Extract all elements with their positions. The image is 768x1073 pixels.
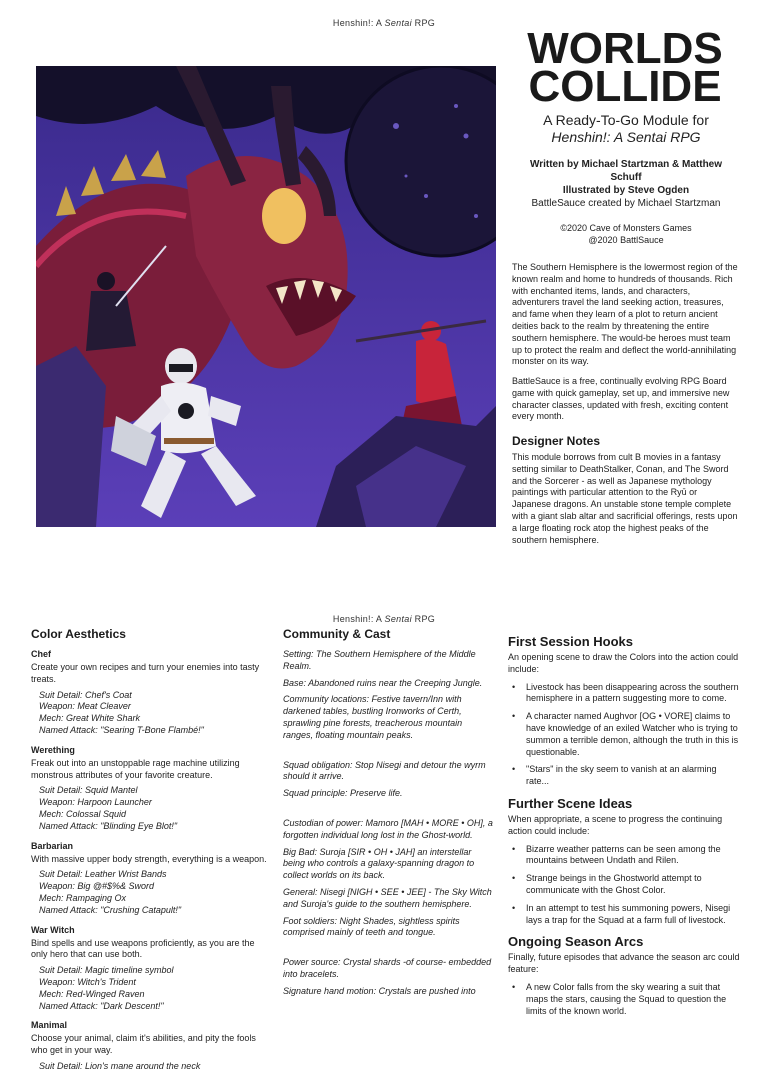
community-item: Foot soldiers: Night Shades, sightless spirits comprised mainly of teeth and tongue. [283, 915, 460, 938]
community-item: Big Bad: Suroja [SIR • OH • JAH] an interstellar being who controls a galaxy-spanning dragon to collect worlds on its back. [283, 846, 475, 881]
community-item: General: Nisegi [NIGH • SEE • JEE] - The Sky Witch and Suroja's guide to the southern hemisphere. [283, 886, 492, 909]
class-detail: Named Attack: "Searing T-Bone Flambé!" [39, 724, 204, 735]
class-detail: Named Attack: "Crushing Catapult!" [39, 904, 182, 915]
class-entry-werething [31, 745, 271, 833]
class-entry-barbarian [31, 841, 271, 917]
class-detail: Weapon: Witch's Trident [39, 976, 136, 987]
class-detail: Weapon: Harpoon Launcher [39, 797, 152, 808]
class-detail: Named Attack: "Blinding Eye Blot!" [39, 820, 178, 831]
designer-notes-heading: Designer Notes [512, 434, 601, 448]
first-session-heading: First Session Hooks [508, 634, 633, 649]
community-item: Custodian of power: Mamoro [MAH • MORE • OH], a forgotten individual long lost in the Ghost-world. [283, 817, 493, 840]
list-item: • A character named Aughvor [OG • VORE] claims to have knowledge of an exiled Watcher who is trying to summon a terrible demon, although the truth in this is questionable. [508, 711, 740, 758]
class-detail: Mech: Great White Shark [39, 713, 141, 724]
credit-illustrated: Illustrated by Steve Ogden [562, 185, 690, 196]
community-item: Squad obligation: Stop Nisegi and detour the wyrm should it arrive. [283, 759, 486, 782]
cover-title-line2: COLLIDE [528, 62, 722, 111]
running-head-top: Henshin!: A Sentai RPG [332, 18, 436, 28]
class-detail: Mech: Red-Winged Raven [39, 988, 145, 999]
community-section [283, 627, 493, 998]
intro-paragraph-1: The Southern Hemisphere is the lowermost region of the known realm and home to hundreds of thousands. Rich with enchanted items, lands, and characters, adventurers travel the land seeking action, treasures, and fame when they learn of a plot to return ancient deities back to the realm by threatening the entire southern hemisphere. The would-be heroes must team up to protect the realm and deflect the world-annihilating monster on its way. [512, 262, 738, 367]
cover-illustration [36, 66, 496, 527]
community-item: Signature hand motion: Crystals are pushed into [283, 985, 476, 996]
class-name: Barbarian [31, 840, 74, 851]
credit-battlesauce: BattleSauce created by Michael Startzman [531, 198, 721, 209]
further-scene-list [508, 844, 740, 927]
season-arcs-heading: Ongoing Season Arcs [508, 934, 644, 950]
class-detail: Weapon: Big @#$%& Sword [39, 881, 155, 892]
first-session-intro: An opening scene to draw the Colors into the action could include: [508, 652, 739, 674]
list-item: • Strange beings in the Ghostworld attempt to communicate with the Ghost Color. [508, 873, 740, 897]
list-item: • A new Color falls from the sky wearing a suit that maps the stars, causing the Squad to question the limits of the known world. [508, 982, 740, 1017]
first-session-list [508, 682, 740, 788]
class-entry-chef [31, 649, 271, 737]
further-scene-intro: When appropriate, a scene to progress the continuing action could include: [508, 813, 723, 836]
class-detail: Mech: Colossal Squid [39, 808, 127, 819]
intro-paragraph-2: BattleSauce is a free, continually evolving RPG Board game with quick gameplay, set up, and immersive new character classes, updated with fresh, exciting content every month. [512, 376, 730, 422]
subtitle-line2: Henshin!: A Sentai RPG [551, 129, 701, 145]
class-detail: Suit Detail: Squid Mantel [39, 785, 138, 796]
class-name: Manimal [31, 1020, 68, 1031]
class-entry-war-witch [31, 925, 271, 1013]
class-desc: Create your own recipes and turn your enemies into tasty treats. [31, 662, 260, 684]
class-detail: Suit Detail: Lion's mane around the neck [39, 1060, 201, 1071]
class-detail: Suit Detail: Chef's Coat [39, 689, 132, 700]
list-item: • Livestock has been disappearing across the southern hemisphere in a pattern suggesting more to come. [508, 682, 740, 706]
class-desc: Choose your animal, claim it's abilities, and pity the fools who get in your way. [31, 1033, 256, 1056]
class-detail: Weapon: Meat Cleaver [39, 701, 131, 712]
hooks-section [508, 634, 740, 1023]
community-heading: Community & Cast [283, 627, 391, 641]
community-item: Squad principle: Preserve life. [283, 788, 403, 799]
community-item: Community locations: Festive tavern/Inn with darkened tables, bustling Ironworks of Certh, sprawling pine forests, treacherous mountain ranges, floating mountain peaks. [283, 694, 463, 740]
class-detail: Suit Detail: Leather Wrist Bands [39, 869, 167, 880]
credits [516, 158, 736, 210]
cover-subtitle [516, 112, 736, 146]
copyright-line1: ©2020 Cave of Monsters Games [560, 223, 692, 233]
season-arcs-intro: Finally, future episodes that advance the season arc could feature: [508, 952, 740, 975]
class-name: Chef [31, 649, 51, 659]
community-item: Power source: Crystal shards -of course- embedded into bracelets. [283, 957, 492, 979]
color-aesthetics-section [31, 627, 271, 1073]
community-item: Base: Abandoned ruins near the Creeping Jungle. [283, 677, 483, 688]
class-detail: Named Attack: "Dark Descent!" [39, 1000, 164, 1011]
class-name: War Witch [31, 924, 75, 935]
class-detail: Suit Detail: Magic timeline symbol [39, 965, 174, 976]
class-entry-manimal [31, 1020, 271, 1072]
copyright-line2: @2020 BattlSauce [588, 235, 664, 245]
list-item: • Bizarre weather patterns can be seen among the mountains between Undath and Rilen. [508, 844, 740, 868]
cover-title-line1: WORLDS [527, 24, 723, 73]
class-detail: Mech: Rampaging Ox [39, 892, 127, 903]
class-desc: With massive upper body strength, everything is a weapon. [31, 853, 267, 864]
running-head-bottom: Henshin!: A Sentai RPG [332, 614, 436, 624]
designer-notes-text: This module borrows from cult B movies in a fantasy setting similar to DeathStalker, Conan, and The Sword and the Sorcerer - as well as Japanese mythology paintings with particular attention to the Ryū or Japanese dragons. An unstable stone temple complete with a giant slab altar and sacrificial offerings, rests upon a large floating rock atop the highest peaks of the southern hemisphere. [512, 452, 738, 545]
season-arcs-list [508, 982, 740, 1017]
further-scene-heading: Further Scene Ideas [508, 795, 633, 811]
class-desc: Bind spells and use weapons proficiently, as you are the only hero that can use both. [31, 937, 255, 960]
credit-written: Written by Michael Startzman & Matthew Schuff [529, 159, 723, 183]
class-desc: Freak out into an unstoppable rage machine utilizing monstrous attributes of your favorite creature. [31, 757, 240, 780]
list-item: • In an attempt to test his summoning powers, Nisegi lays a trap for the Squad at a farm full of livestock. [508, 903, 740, 927]
class-name: Werething [31, 744, 75, 755]
cover-title [520, 24, 730, 111]
color-aesthetics-heading: Color Aesthetics [31, 627, 126, 641]
copyright [516, 222, 736, 246]
list-item: • "Stars" in the sky seem to vanish at an alarming rate... [508, 764, 740, 788]
community-item: Setting: The Southern Hemisphere of the Middle Realm. [283, 649, 476, 671]
subtitle-line1: A Ready-To-Go Module for [543, 112, 709, 128]
